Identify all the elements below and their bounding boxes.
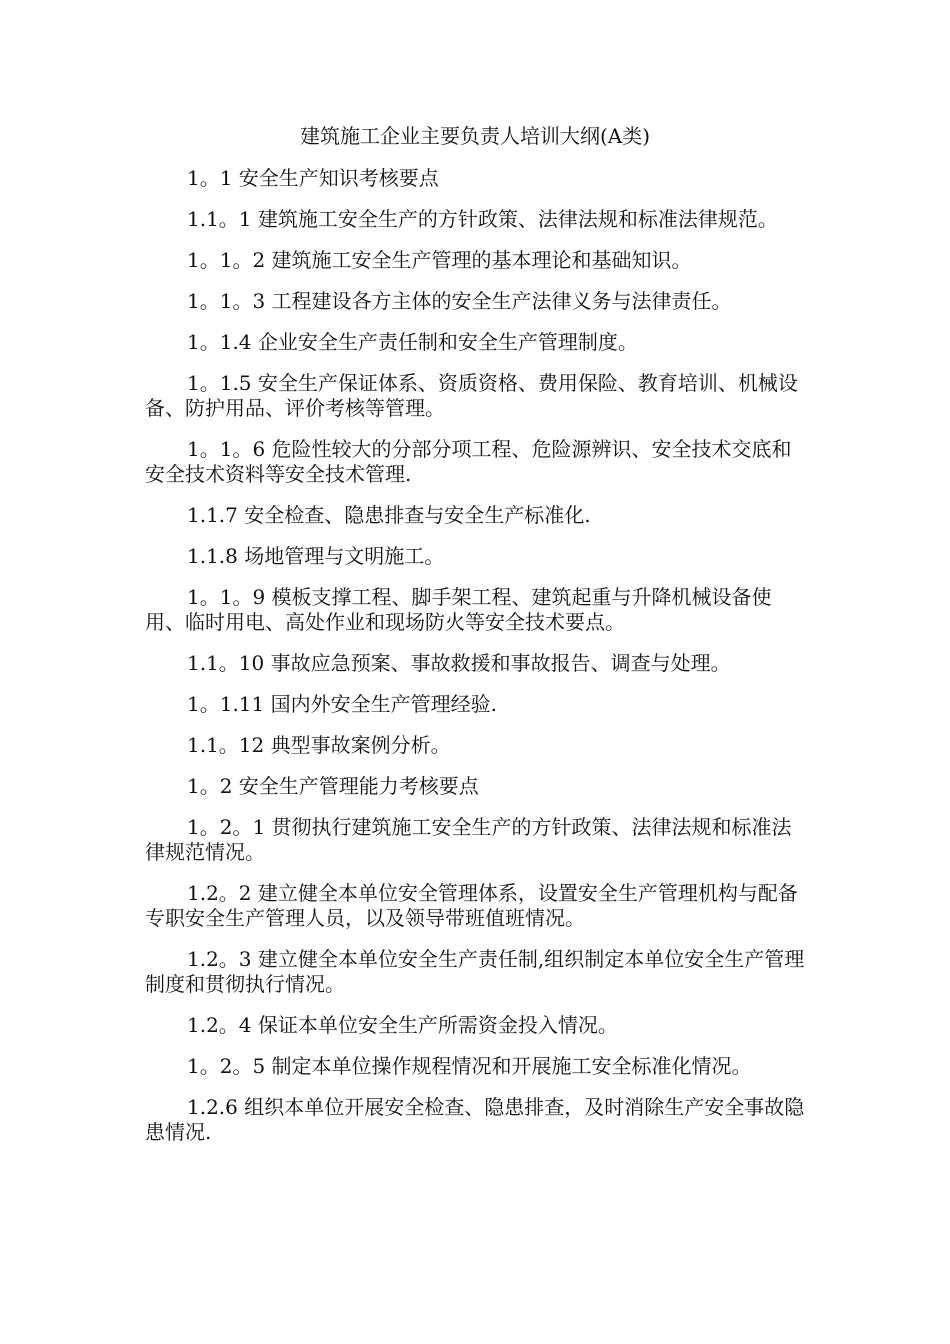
paragraph-1-1-6: 1。1。6 危险性较大的分部分项工程、危险源辨识、安全技术交底和安全技术资料等安全技术管理. [145, 437, 792, 486]
paragraph-1-2-6: 1.2.6 组织本单位开展安全检查、隐患排查，及时消除生产安全事故隐患情况. [145, 1095, 805, 1144]
paragraph-1-1-4: 1。1.4 企业安全生产责任制和安全生产管理制度。 [187, 330, 638, 354]
paragraph-1-1-9: 1。1。9 模板支撑工程、脚手架工程、建筑起重与升降机械设备使用、临时用电、高处作业和现场防火等安全技术要点。 [145, 585, 772, 634]
paragraph-1-2-1: 1。2。1 贯彻执行建筑施工安全生产的方针政策、法律法规和标准法律规范情况。 [145, 815, 792, 864]
paragraph-1-1-5: 1。1.5 安全生产保证体系、资质资格、费用保险、教育培训、机械设备、防护用品、评价考核等管理。 [145, 371, 798, 420]
paragraph-1-1: 1。1 安全生产知识考核要点 [187, 166, 439, 190]
paragraph-1-2-4: 1.2。4 保证本单位安全生产所需资金投入情况。 [187, 1013, 618, 1037]
paragraph-1-1-10: 1.1。10 事故应急预案、事故救援和事故报告、调查与处理。 [187, 651, 731, 675]
paragraph-1-2-3: 1.2。3 建立健全本单位安全生产责任制,组织制定本单位安全生产管理制度和贯彻执行情况。 [145, 947, 805, 996]
paragraph-1-1-12: 1.1。12 典型事故案例分析。 [187, 733, 451, 757]
paragraph-1-2-2: 1.2。2 建立健全本单位安全管理体系，设置安全生产管理机构与配备专职安全生产管理人员，以及领导带班值班情况。 [145, 881, 798, 930]
document-title: 建筑施工企业主要负责人培训大纲(A类) [299, 124, 651, 148]
paragraph-1-1-7: 1.1.7 安全检查、隐患排查与安全生产标准化. [187, 503, 591, 527]
paragraph-1-2: 1。2 安全生产管理能力考核要点 [187, 774, 479, 798]
paragraph-1-2-5: 1。2。5 制定本单位操作规程情况和开展施工安全标准化情况。 [187, 1054, 752, 1078]
paragraph-1-1-2: 1。1。2 建筑施工安全生产管理的基本理论和基础知识。 [187, 248, 692, 272]
paragraph-1-1-11: 1。1.11 国内外安全生产管理经验. [187, 692, 497, 716]
paragraph-1-1-3: 1。1。3 工程建设各方主体的安全生产法律义务与法律责任。 [187, 289, 732, 313]
paragraph-1-1-8: 1.1.8 场地管理与文明施工。 [187, 544, 445, 568]
document-body [145, 166, 805, 1161]
paragraph-1-1-1: 1.1。1 建筑施工安全生产的方针政策、法律法规和标准法律规范。 [187, 207, 778, 231]
